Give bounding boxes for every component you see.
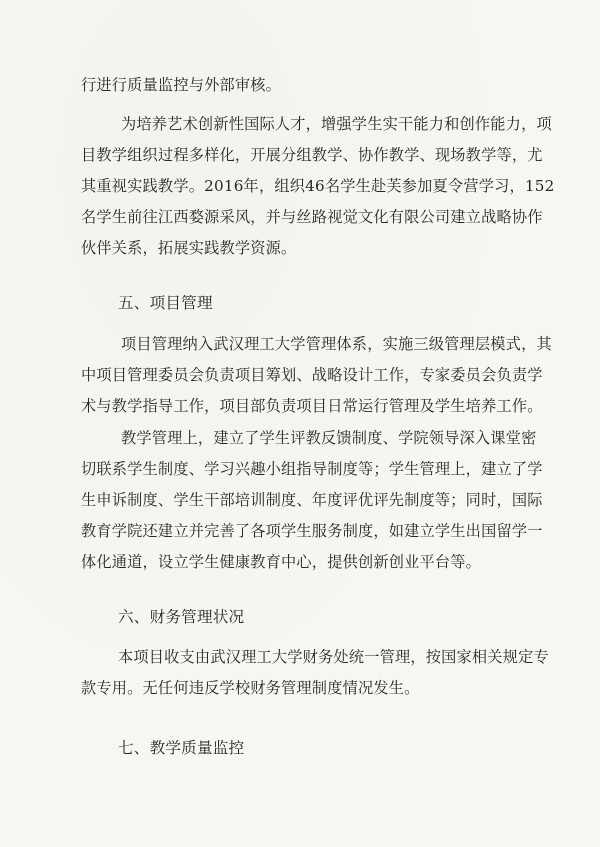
section-heading-finance: 六、财务管理状况 (118, 608, 245, 626)
text-line: 行进行质量监控与外部审核。 (81, 76, 282, 94)
text-line: 切联系学生制度、学习兴趣小组指导制度等；学生管理上，建立了学 (81, 460, 543, 478)
section-heading-teaching-quality: 七、教学质量监控 (118, 739, 245, 757)
text-line: 体化通道，设立学生健康教育中心，提供创新创业平台等。 (81, 553, 482, 571)
text-line: 目教学组织过程多样化，开展分组教学、协作教学、现场教学等，尤 (81, 146, 543, 164)
text-line: 款专用。无任何违反学校财务管理制度情况发生。 (81, 679, 420, 697)
text-line: 教育学院还建立并完善了各项学生服务制度，如建立学生出国留学一 (81, 522, 543, 540)
text-line: 中项目管理委员会负责项目筹划、战略设计工作，专家委员会负责学 (81, 366, 543, 384)
text-line: 名学生前往江西婺源采风，并与丝路视觉文化有限公司建立战略协作 (81, 208, 543, 226)
text-line: 本项目收支由武汉理工大学财务处统一管理，按国家相关规定专 (118, 648, 549, 666)
text-line: 教学管理上，建立了学生评教反馈制度、学院领导深入课堂密 (121, 429, 537, 447)
section-heading-project-management: 五、项目管理 (118, 294, 213, 312)
text-line: 为培养艺术创新性国际人才，增强学生实干能力和创作能力，项 (121, 115, 552, 133)
text-line: 其重视实践教学。2016年，组织46名学生赴芙参加夏令营学习，152 (81, 177, 555, 195)
text-line: 伙伴关系，拓展实践教学资源。 (81, 239, 297, 257)
text-line: 项目管理纳入武汉理工大学管理体系，实施三级管理层模式，其 (121, 335, 552, 353)
text-line: 生申诉制度、学生干部培训制度、年度评优评先制度等；同时，国际 (81, 491, 543, 509)
text-line: 术与教学指导工作，项目部负责项目日常运行管理及学生培养工作。 (81, 397, 543, 415)
